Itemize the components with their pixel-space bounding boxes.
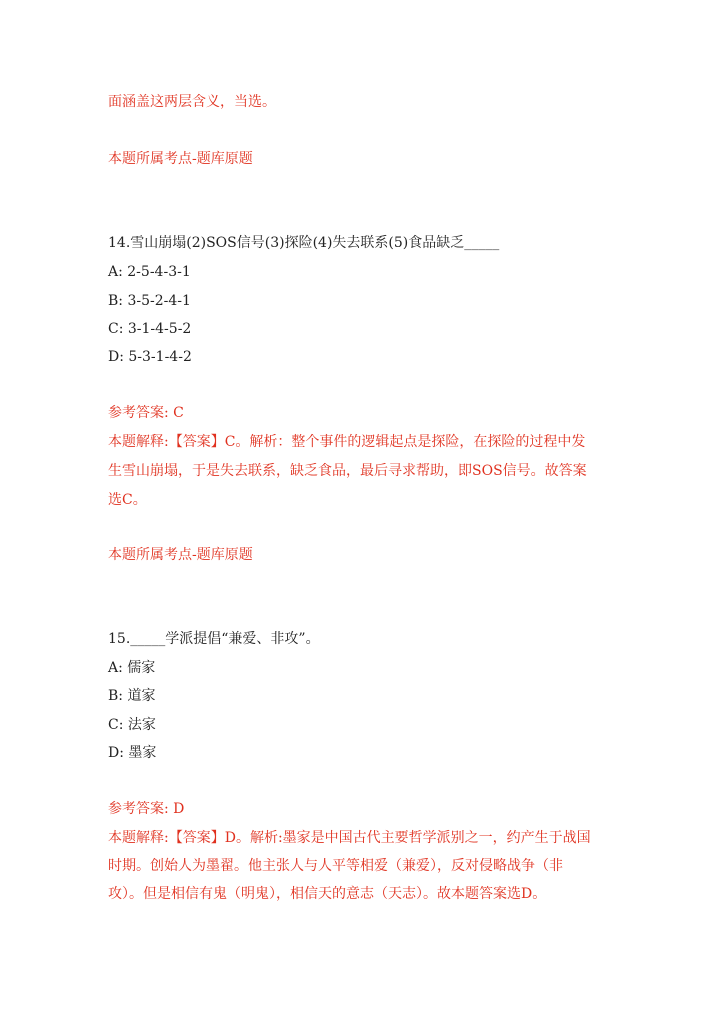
q14-stem: 14.雪山崩塌(2)SOS信号(3)探险(4)失去联系(5)食品缺乏_____: [108, 235, 500, 251]
q15-option-a: A: 儒家: [108, 660, 156, 676]
q15-option-c: C: 法家: [108, 717, 156, 733]
q15-answer: 参考答案: D: [108, 801, 185, 817]
prev-explanation-tail: 面涵盖这两层含义，当选。: [108, 94, 276, 110]
q14-option-c: C: 3-1-4-5-2: [108, 321, 192, 337]
q14-explanation-line-2: 生雪山崩塌，于是失去联系，缺乏食品，最后寻求帮助，即SOS信号。故答案: [108, 463, 587, 479]
q14-explanation-line-1: 本题解释:【答案】C。解析：整个事件的逻辑起点是探险，在探险的过程中发: [108, 434, 586, 450]
q14-option-d: D: 5-3-1-4-2: [108, 349, 192, 365]
q14-option-b: B: 3-5-2-4-1: [108, 293, 191, 309]
q15-option-d: D: 墨家: [108, 745, 157, 761]
q14-answer: 参考答案: C: [108, 405, 184, 421]
q15-option-b: B: 道家: [108, 688, 156, 704]
q14-source-note: 本题所属考点-题库原题: [108, 547, 253, 563]
q15-stem: 15._____学派提倡“兼爱、非攻”。: [108, 631, 320, 647]
q14-option-a: A: 2-5-4-3-1: [108, 264, 191, 280]
q15-explanation-line-2: 时期。创始人为墨翟。他主张人与人平等相爱（兼爱），反对侵略战争（非: [108, 858, 563, 874]
q15-explanation-line-1: 本题解释:【答案】D。解析:墨家是中国古代主要哲学派别之一，约产生于战国: [108, 830, 591, 846]
q15-explanation-line-3: 攻）。但是相信有鬼（明鬼），相信天的意志（天志）。故本题答案选D。: [108, 886, 547, 902]
prev-source-note: 本题所属考点-题库原题: [108, 151, 253, 167]
q14-explanation-line-3: 选C。: [108, 492, 147, 508]
